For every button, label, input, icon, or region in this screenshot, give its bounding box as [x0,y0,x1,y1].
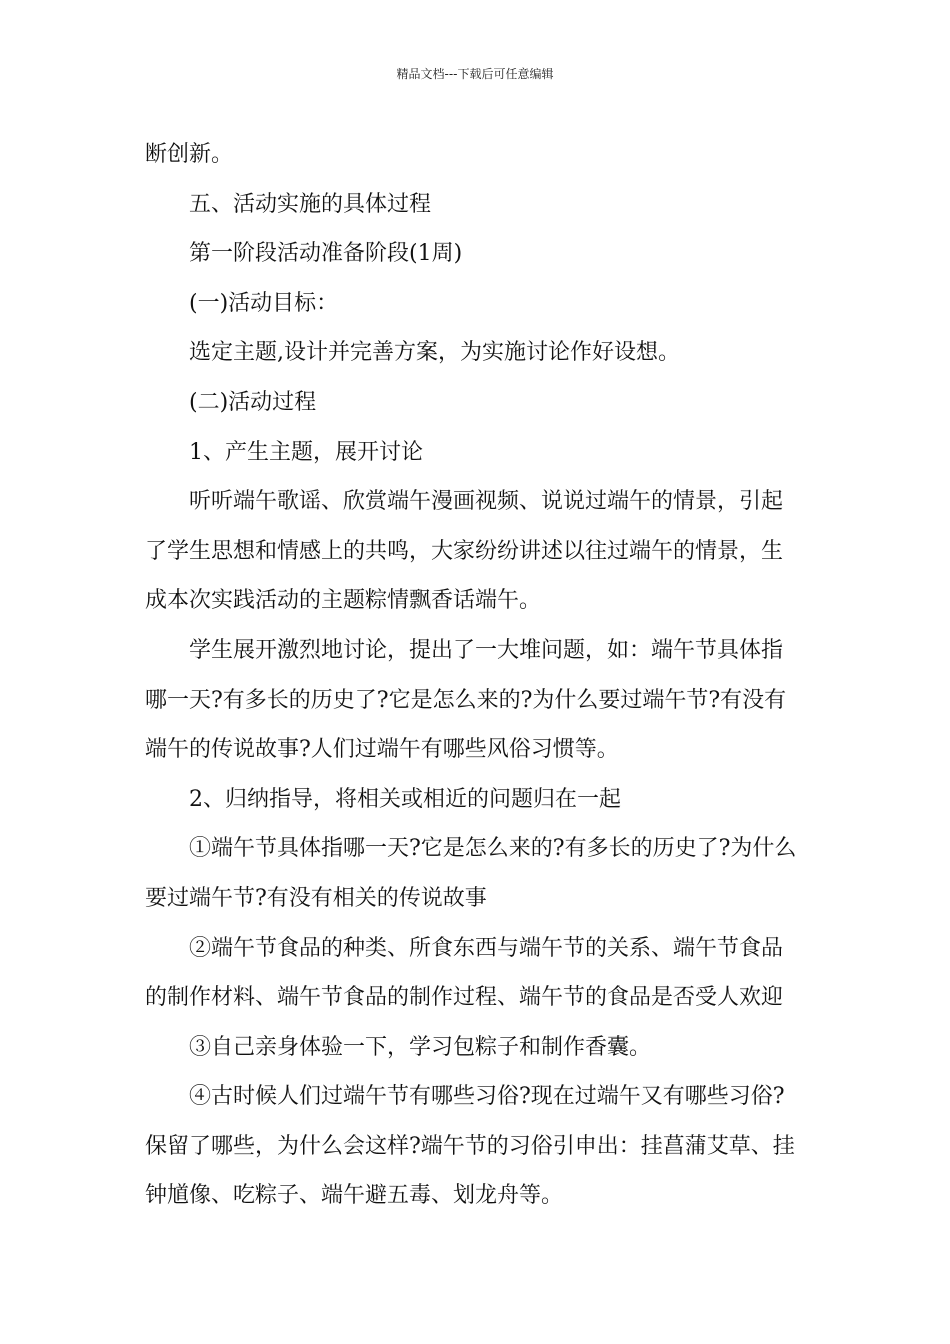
text-line: 哪一天?有多长的历史了?它是怎么来的?为什么要过端午节?有没有 [145,687,787,713]
page-header: 精品文档---下载后可任意编辑 [396,67,554,81]
text-line: 听听端午歌谣、欣赏端午漫画视频、说说过端午的情景，引起 [189,489,784,515]
step-heading: 2、归纳指导，将相关或相近的问题归在一起 [189,786,621,812]
text-line: 端午的传说故事?人们过端午有哪些风俗习惯等。 [145,737,619,763]
list-item: ④古时候人们过端午节有哪些习俗?现在过端午又有哪些习俗? [189,1084,785,1110]
subsection-heading: (一)活动目标： [189,290,339,316]
text-line: 了学生思想和情感上的共鸣，大家纷纷讲述以往过端午的情景，生 [145,538,784,564]
list-item: ①端午节具体指哪一天?它是怎么来的?有多长的历史了?为什么 [189,836,797,862]
list-item: ③自己亲身体验一下，学习包粽子和制作香囊。 [189,1034,652,1060]
stage-heading: 第一阶段活动准备阶段(1周) [189,241,463,267]
text-line: 成本次实践活动的主题粽情飘香话端午。 [145,588,542,614]
list-item-continuation: 的制作材料、端午节食品的制作过程、端午节的食品是否受人欢迎 [145,985,784,1011]
section-heading: 五、活动实施的具体过程 [189,191,432,217]
step-heading: 1、产生主题，展开讨论 [189,439,423,465]
text-line: 选定主题,设计并完善方案，为实施讨论作好设想。 [189,340,680,366]
list-item: ②端午节食品的种类、所食东西与端午节的关系、端午节食品 [189,935,784,961]
list-item-continuation: 钟馗像、吃粽子、端午避五毒、划龙舟等。 [145,1183,564,1209]
document-body [145,130,810,1221]
list-item-continuation: 要过端午节?有没有相关的传说故事 [145,885,487,911]
text-line: 学生展开激烈地讨论，提出了一大堆问题，如：端午节具体指 [189,637,784,663]
text-line: 断创新。 [145,142,234,167]
list-item-continuation: 保留了哪些，为什么会这样?端午节的习俗引申出：挂菖蒲艾草、挂 [145,1133,795,1159]
subsection-heading: (二)活动过程 [189,389,317,415]
